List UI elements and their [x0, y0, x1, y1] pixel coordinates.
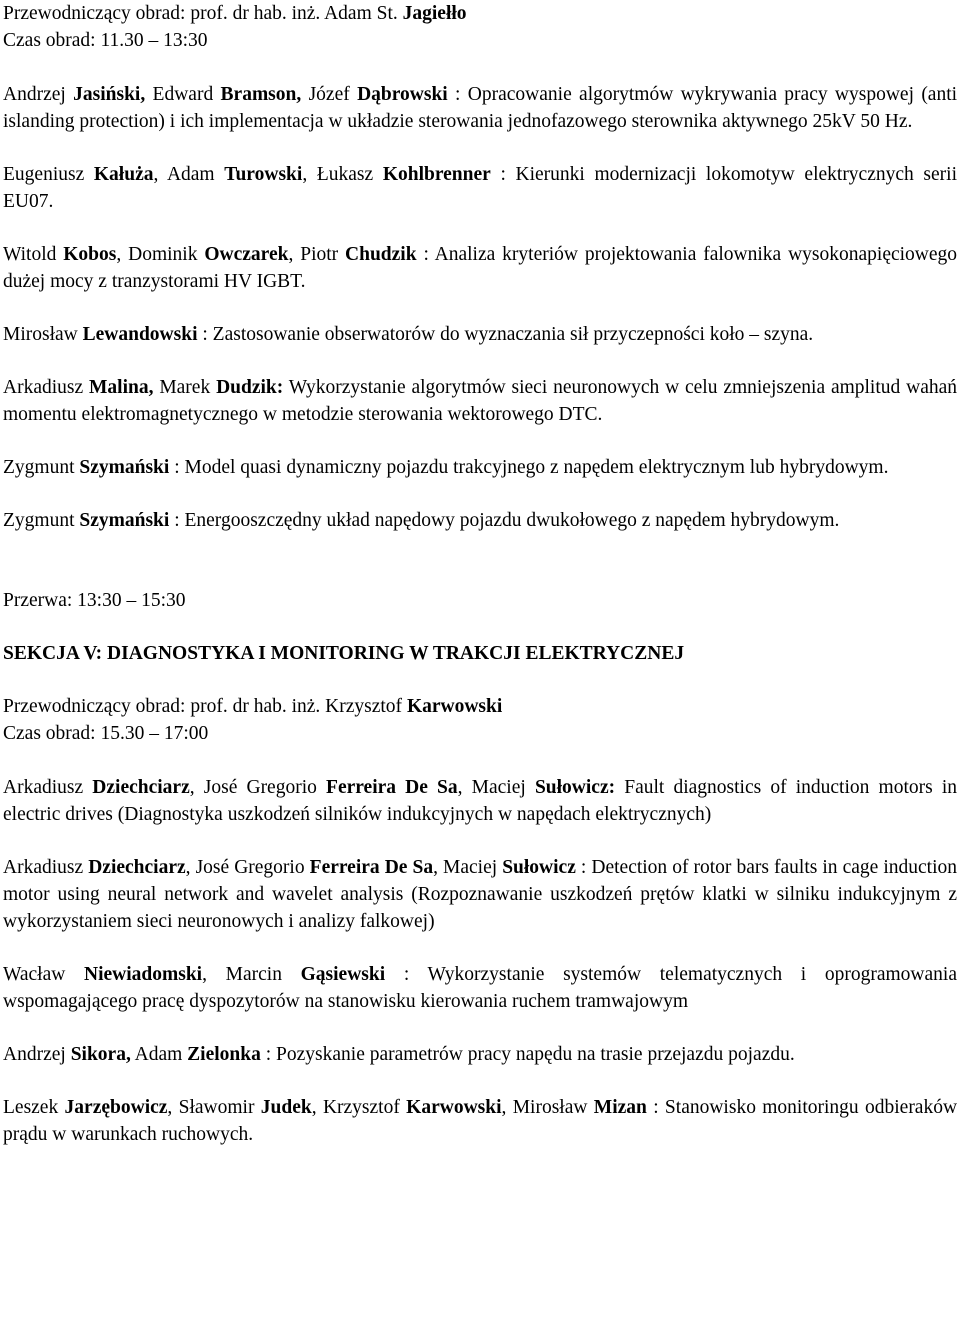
- paper-entry: [3, 854, 957, 935]
- author-separator: ,: [167, 1097, 179, 1118]
- author-surname: Sułowicz:: [534, 777, 616, 798]
- author-first-name: Łukasz: [316, 164, 374, 185]
- paper-title: : Stanowisko monitoringu odbieraków prądu w warunkach ruchowych.: [3, 1097, 958, 1145]
- author-surname: Kałuża: [93, 164, 154, 185]
- author-surname: Sułowicz: [502, 857, 576, 878]
- author-surname: Dudzik:: [216, 377, 284, 398]
- author-surname: Zielonka: [187, 1044, 261, 1065]
- author-first-name: Adam: [166, 164, 215, 185]
- author-surname: Ferreira De Sa: [309, 857, 434, 878]
- author-surname: Owczarek: [204, 244, 289, 265]
- author-surname: Judek: [260, 1097, 312, 1118]
- chair-label: Przewodniczący obrad: prof. dr hab. inż. Adam St.: [3, 3, 398, 24]
- author-first-name: Marcin: [225, 964, 282, 985]
- paper-title: Fault diagnostics of induction motors in electric drives (Diagnostyka uszkodzeń silników indukcyjnych w napędach elektrycznych): [3, 777, 957, 825]
- author-first-name: Andrzej: [3, 84, 66, 105]
- author-first-name: Maciej: [471, 777, 526, 798]
- author-surname: Niewiadomski: [83, 964, 203, 985]
- author-separator: ,: [189, 777, 204, 798]
- paper-entry: [3, 961, 957, 1015]
- author-first-name: Arkadiusz: [3, 377, 84, 398]
- author-first-name: Andrzej: [3, 1044, 66, 1065]
- author-separator: ,: [433, 857, 444, 878]
- author-first-name: Mirosław: [3, 324, 78, 345]
- paper-entry: [3, 241, 957, 295]
- author-first-name: Edward: [152, 84, 214, 105]
- author-separator: [301, 84, 308, 105]
- author-surname: Ferreira De Sa: [326, 777, 458, 798]
- paper-title: : Kierunki modernizacji lokomotyw elektrycznych serii EU07.: [3, 164, 957, 212]
- paper-title: Wykorzystanie algorytmów sieci neuronowych w celu zmniejszenia amplitud wahań momentu elektromagnetycznego w metodzie sterowania wektorowego DTC.: [3, 377, 958, 425]
- paper-title: : Detection of rotor bars faults in cage induction motor using neural network and wavelet analysis (Rozpoznawanie uszkodzeń prętów klatki w silniku indukcyjnym z wykorzystaniem sieci neuronowych i analizy falkowej): [3, 857, 958, 932]
- author-first-name: Eugeniusz: [3, 164, 85, 185]
- author-separator: ,: [501, 1097, 513, 1118]
- section-heading: SEKCJA V: DIAGNOSTYKA I MONITORING W TRAKCJI ELEKTRYCZNEJ: [3, 643, 685, 664]
- author-first-name: Dominik: [128, 244, 198, 265]
- author-first-name: Piotr: [300, 244, 339, 265]
- author-first-name: Sławomir: [178, 1097, 255, 1118]
- author-first-name: José Gregorio: [203, 777, 317, 798]
- author-separator: ,: [457, 777, 472, 798]
- author-first-name: Maciej: [443, 857, 498, 878]
- author-surname: Turowski: [224, 164, 303, 185]
- paper-title: : Zastosowanie obserwatorów do wyznaczania sił przyczepności koło – szyna.: [197, 324, 814, 345]
- paper-title: : Wykorzystanie systemów telematycznych i oprogramowania wspomagającego pracę dyspozytorów na stanowisku kierowania ruchem tramwajowym: [3, 964, 957, 1012]
- chair-surname: Jagiełło: [402, 3, 467, 24]
- papers-top: [3, 81, 957, 534]
- author-first-name: Arkadiusz: [3, 777, 84, 798]
- break-time: Przerwa: 13:30 – 15:30: [3, 590, 186, 611]
- paper-entry: [3, 1094, 957, 1148]
- paper-entry: [3, 81, 957, 135]
- author-surname: Kobos: [63, 244, 117, 265]
- author-first-name: Adam: [134, 1044, 183, 1065]
- paper-title: : Model quasi dynamiczny pojazdu trakcyjnego z napędem elektrycznym lub hybrydowym.: [169, 457, 889, 478]
- chair-surname: Karwowski: [406, 696, 503, 717]
- author-separator: ,: [302, 164, 317, 185]
- author-separator: ,: [288, 244, 301, 265]
- author-first-name: Krzysztof: [322, 1097, 400, 1118]
- author-surname: Jarzębowicz: [64, 1097, 168, 1118]
- paper-entry: [3, 507, 957, 534]
- author-surname: Lewandowski: [82, 324, 198, 345]
- paper-entry: [3, 774, 957, 828]
- papers-bottom: [3, 774, 957, 1148]
- author-surname: Mizan: [593, 1097, 647, 1118]
- paper-entry: [3, 321, 957, 348]
- session-chair-bottom: [3, 693, 957, 720]
- paper-title: : Energooszczędny układ napędowy pojazdu dwukołowego z napędem hybrydowym.: [169, 510, 840, 531]
- author-surname: Bramson,: [220, 84, 302, 105]
- author-separator: ,: [116, 244, 129, 265]
- author-surname: Dziechciarz: [92, 777, 190, 798]
- author-first-name: Mirosław: [512, 1097, 588, 1118]
- author-first-name: Józef: [308, 84, 350, 105]
- author-surname: Chudzik: [345, 244, 417, 265]
- author-first-name: Witold: [3, 244, 57, 265]
- chair-label: Przewodniczący obrad: prof. dr hab. inż. Krzysztof: [3, 696, 403, 717]
- document-page: [3, 0, 957, 1148]
- author-first-name: Arkadiusz: [3, 857, 84, 878]
- paper-entry: [3, 1041, 957, 1068]
- author-first-name: Marek: [159, 377, 211, 398]
- author-surname: Dąbrowski: [357, 84, 448, 105]
- author-separator: [145, 84, 152, 105]
- author-first-name: Leszek: [3, 1097, 59, 1118]
- author-surname: Szymański: [79, 510, 170, 531]
- author-surname: Malina,: [89, 377, 154, 398]
- author-separator: ,: [202, 964, 226, 985]
- session-time-top: Czas obrad: 11.30 – 13:30: [3, 30, 208, 51]
- author-separator: ,: [153, 164, 167, 185]
- author-surname: Gąsiewski: [300, 964, 386, 985]
- author-first-name: Zygmunt: [3, 457, 75, 478]
- author-separator: ,: [185, 857, 196, 878]
- author-surname: Jasiński,: [73, 84, 146, 105]
- paper-entry: [3, 374, 957, 428]
- paper-title: : Opracowanie algorytmów wykrywania pracy wyspowej (anti islanding protection) i ich implementacja w układzie sterowania jednofazowego sterownika aktywnego 25kV 50 Hz.: [3, 84, 958, 132]
- author-separator: ,: [311, 1097, 323, 1118]
- author-surname: Kohlbrenner: [382, 164, 491, 185]
- session-chair-top: [3, 0, 957, 27]
- author-surname: Szymański: [79, 457, 170, 478]
- paper-entry: [3, 454, 957, 481]
- paper-title: : Analiza kryteriów projektowania falownika wysokonapięciowego dużej mocy z tranzystorami HV IGBT.: [3, 244, 958, 292]
- author-first-name: Wacław: [3, 964, 66, 985]
- author-surname: Dziechciarz: [88, 857, 186, 878]
- paper-title: : Pozyskanie parametrów pracy napędu na trasie przejazdu pojazdu.: [260, 1044, 795, 1065]
- session-time-bottom: Czas obrad: 15.30 – 17:00: [3, 723, 209, 744]
- author-first-name: José Gregorio: [195, 857, 305, 878]
- author-surname: Sikora,: [70, 1044, 131, 1065]
- paper-entry: [3, 161, 957, 215]
- author-surname: Karwowski: [406, 1097, 502, 1118]
- author-first-name: Zygmunt: [3, 510, 75, 531]
